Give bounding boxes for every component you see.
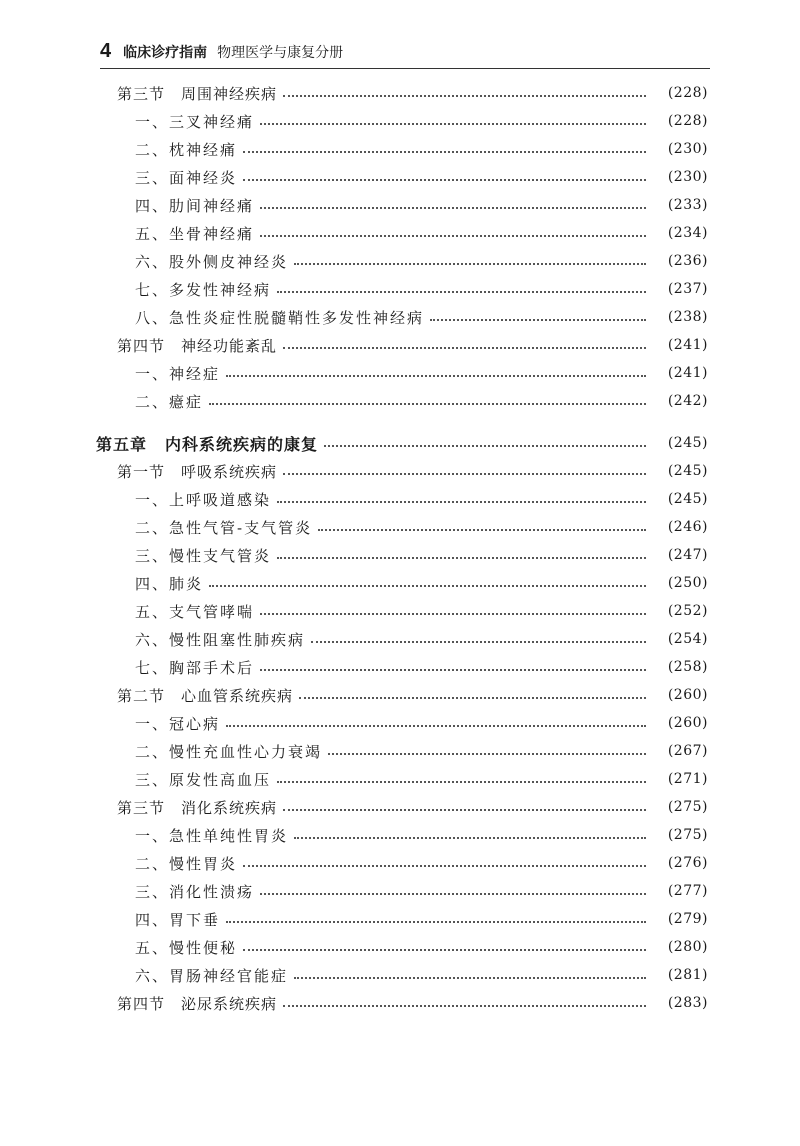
dot-leader [324,445,646,447]
toc-entry-label [135,363,220,384]
table-of-contents [0,79,800,1017]
toc-entry-title: 六、慢性阻塞性肺疾病 [135,630,306,649]
toc-entry-page: (280) [667,939,708,955]
dot-leader [294,837,646,839]
toc-entry-page: (245) [667,435,708,451]
dot-leader [283,1005,646,1007]
toc-entry-title: 一、三叉神经痛 [135,112,255,131]
toc-entry-number: 第一节 [117,462,166,481]
toc-entry-item [0,849,800,877]
toc-entry-page: (234) [667,225,708,241]
toc-entry-label [135,573,203,594]
toc-entry-page: (242) [667,393,708,409]
toc-entry-title: 四、肺炎 [135,574,204,593]
toc-entry-title: 神经功能紊乱 [181,336,278,355]
toc-entry-title: 一、冠心病 [135,714,221,733]
toc-entry-page: (228) [667,85,708,101]
toc-entry-title: 泌尿系统疾病 [181,994,278,1013]
toc-entry-item [0,597,800,625]
toc-entry-section [0,79,800,107]
toc-entry-item [0,387,800,415]
toc-entry-title: 心血管系统疾病 [181,686,294,705]
toc-entry-page: (283) [667,995,708,1011]
toc-entry-section [0,331,800,359]
toc-entry-label [135,489,271,510]
toc-entry-item [0,653,800,681]
toc-entry-item [0,191,800,219]
toc-entry-title: 周围神经疾病 [181,84,278,103]
toc-entry-label [135,307,424,328]
toc-entry-title: 三、消化性溃疡 [135,882,255,901]
toc-entry-label [135,195,254,216]
toc-entry-page: (276) [667,855,708,871]
dot-leader [209,585,646,587]
toc-entry-label [135,545,271,566]
dot-leader [226,375,646,377]
toc-entry-title: 六、胃肠神经官能症 [135,966,289,985]
toc-entry-title: 七、多发性神经病 [135,280,272,299]
toc-entry-section [0,681,800,709]
toc-entry-page: (238) [667,309,708,325]
toc-entry-page: (279) [667,911,708,927]
dot-leader [243,151,646,153]
dot-leader [311,641,646,643]
dot-leader [260,669,646,671]
toc-entry-page: (250) [667,575,708,591]
toc-entry-item [0,821,800,849]
dot-leader [430,319,646,321]
toc-entry-page: (271) [667,771,708,787]
toc-entry-page: (241) [667,337,708,353]
toc-entry-item [0,513,800,541]
toc-entry-label [117,461,277,482]
toc-entry-item [0,933,800,961]
toc-entry-title: 一、急性单纯性胃炎 [135,826,289,845]
toc-entry-label [135,139,237,160]
dot-leader [209,403,646,405]
dot-leader [260,207,646,209]
toc-entry-title: 五、支气管哮喘 [135,602,255,621]
toc-entry-page: (260) [667,687,708,703]
toc-entry-label [135,167,237,188]
toc-entry-label [135,825,288,846]
toc-entry-label [96,432,318,455]
toc-entry-page: (246) [667,519,708,535]
toc-entry-label [117,335,277,356]
dot-leader [294,263,646,265]
dot-leader [226,921,646,923]
toc-entry-page: (245) [667,491,708,507]
toc-entry-title: 二、枕神经痛 [135,140,238,159]
toc-entry-page: (228) [667,113,708,129]
toc-entry-page: (245) [667,463,708,479]
toc-entry-item [0,107,800,135]
toc-entry-item [0,163,800,191]
dot-leader [277,501,646,503]
toc-entry-label [135,713,220,734]
toc-entry-title: 呼吸系统疾病 [181,462,278,481]
toc-entry-label [117,797,277,818]
header-rule [100,68,710,69]
toc-entry-item [0,219,800,247]
toc-entry-title: 六、股外侧皮神经炎 [135,252,289,271]
toc-entry-label [135,741,322,762]
page-number: 4 [100,40,112,62]
toc-entry-item [0,625,800,653]
toc-entry-item [0,135,800,163]
toc-entry-title: 二、癔症 [135,392,204,411]
toc-entry-chapter [0,429,800,457]
toc-entry-label [135,251,288,272]
toc-entry-label [135,769,271,790]
toc-entry-title: 二、急性气管-支气管炎 [135,518,313,537]
toc-entry-label [135,629,305,650]
dot-leader [277,557,646,559]
toc-entry-title: 四、胃下垂 [135,910,221,929]
dot-leader [226,725,646,727]
toc-entry-page: (230) [667,169,708,185]
toc-entry-item [0,247,800,275]
toc-entry-title: 八、急性炎症性脱髓鞘性多发性神经病 [135,308,425,327]
toc-entry-title: 消化系统疾病 [181,798,278,817]
dot-leader [243,865,646,867]
toc-entry-label [135,965,288,986]
dot-leader [283,473,646,475]
toc-entry-item [0,709,800,737]
toc-entry-label [135,111,254,132]
toc-entry-title: 二、慢性充血性心力衰竭 [135,742,323,761]
toc-entry-page: (260) [667,715,708,731]
toc-entry-label [117,993,277,1014]
toc-entry-label [135,657,254,678]
dot-leader [260,613,646,615]
toc-entry-number: 第二节 [117,686,166,705]
toc-entry-page: (258) [667,659,708,675]
toc-entry-label [135,517,312,538]
toc-entry-title: 一、上呼吸道感染 [135,490,272,509]
toc-entry-title: 五、慢性便秘 [135,938,238,957]
dot-leader [283,347,646,349]
toc-entry-number: 第三节 [117,84,166,103]
toc-entry-item [0,485,800,513]
toc-entry-item [0,765,800,793]
toc-entry-item [0,541,800,569]
toc-entry-title: 三、原发性高血压 [135,770,272,789]
book-title: 临床诊疗指南 [123,45,208,61]
toc-entry-title: 三、慢性支气管炎 [135,546,272,565]
book-subtitle: 物理医学与康复分册 [217,45,344,61]
toc-entry-label [135,881,254,902]
dot-leader [294,977,646,979]
toc-entry-label [135,223,254,244]
dot-leader [260,893,646,895]
toc-entry-page: (277) [667,883,708,899]
toc-entry-label [117,685,293,706]
dot-leader [243,949,646,951]
toc-entry-page: (237) [667,281,708,297]
dot-leader [299,697,646,699]
toc-entry-label [135,909,220,930]
toc-entry-page: (247) [667,547,708,563]
dot-leader [283,809,646,811]
toc-entry-item [0,359,800,387]
toc-entry-page: (236) [667,253,708,269]
dot-leader [277,291,646,293]
toc-entry-title: 七、胸部手术后 [135,658,255,677]
running-header [100,40,708,68]
toc-entry-title: 三、面神经炎 [135,168,238,187]
dot-leader [277,781,646,783]
toc-entry-number: 第四节 [117,336,166,355]
toc-entry-label [135,937,237,958]
toc-entry-item [0,877,800,905]
toc-entry-page: (281) [667,967,708,983]
toc-entry-title: 四、肋间神经痛 [135,196,255,215]
toc-entry-item [0,905,800,933]
toc-entry-label [135,853,237,874]
toc-entry-label [135,279,271,300]
toc-entry-item [0,275,800,303]
dot-leader [283,95,646,97]
toc-entry-section [0,457,800,485]
toc-entry-item [0,303,800,331]
toc-entry-page: (254) [667,631,708,647]
toc-entry-number: 第三节 [117,798,166,817]
toc-entry-title: 二、慢性胃炎 [135,854,238,873]
toc-entry-page: (230) [667,141,708,157]
toc-entry-page: (275) [667,827,708,843]
dot-leader [243,179,646,181]
toc-entry-page: (252) [667,603,708,619]
toc-entry-title: 内科系统疾病的康复 [165,434,319,454]
toc-entry-number: 第五章 [96,434,148,454]
toc-entry-title: 五、坐骨神经痛 [135,224,255,243]
toc-entry-label [135,601,254,622]
toc-entry-item [0,961,800,989]
toc-entry-page: (233) [667,197,708,213]
toc-entry-page: (275) [667,799,708,815]
dot-leader [328,753,646,755]
toc-entry-label [117,83,277,104]
toc-entry-item [0,569,800,597]
toc-entry-section [0,989,800,1017]
toc-entry-page: (241) [667,365,708,381]
toc-entry-section [0,793,800,821]
toc-entry-item [0,737,800,765]
dot-leader [318,529,646,531]
toc-entry-title: 一、神经症 [135,364,221,383]
toc-entry-number: 第四节 [117,994,166,1013]
toc-entry-page: (267) [667,743,708,759]
dot-leader [260,235,646,237]
dot-leader [260,123,646,125]
toc-entry-label [135,391,203,412]
